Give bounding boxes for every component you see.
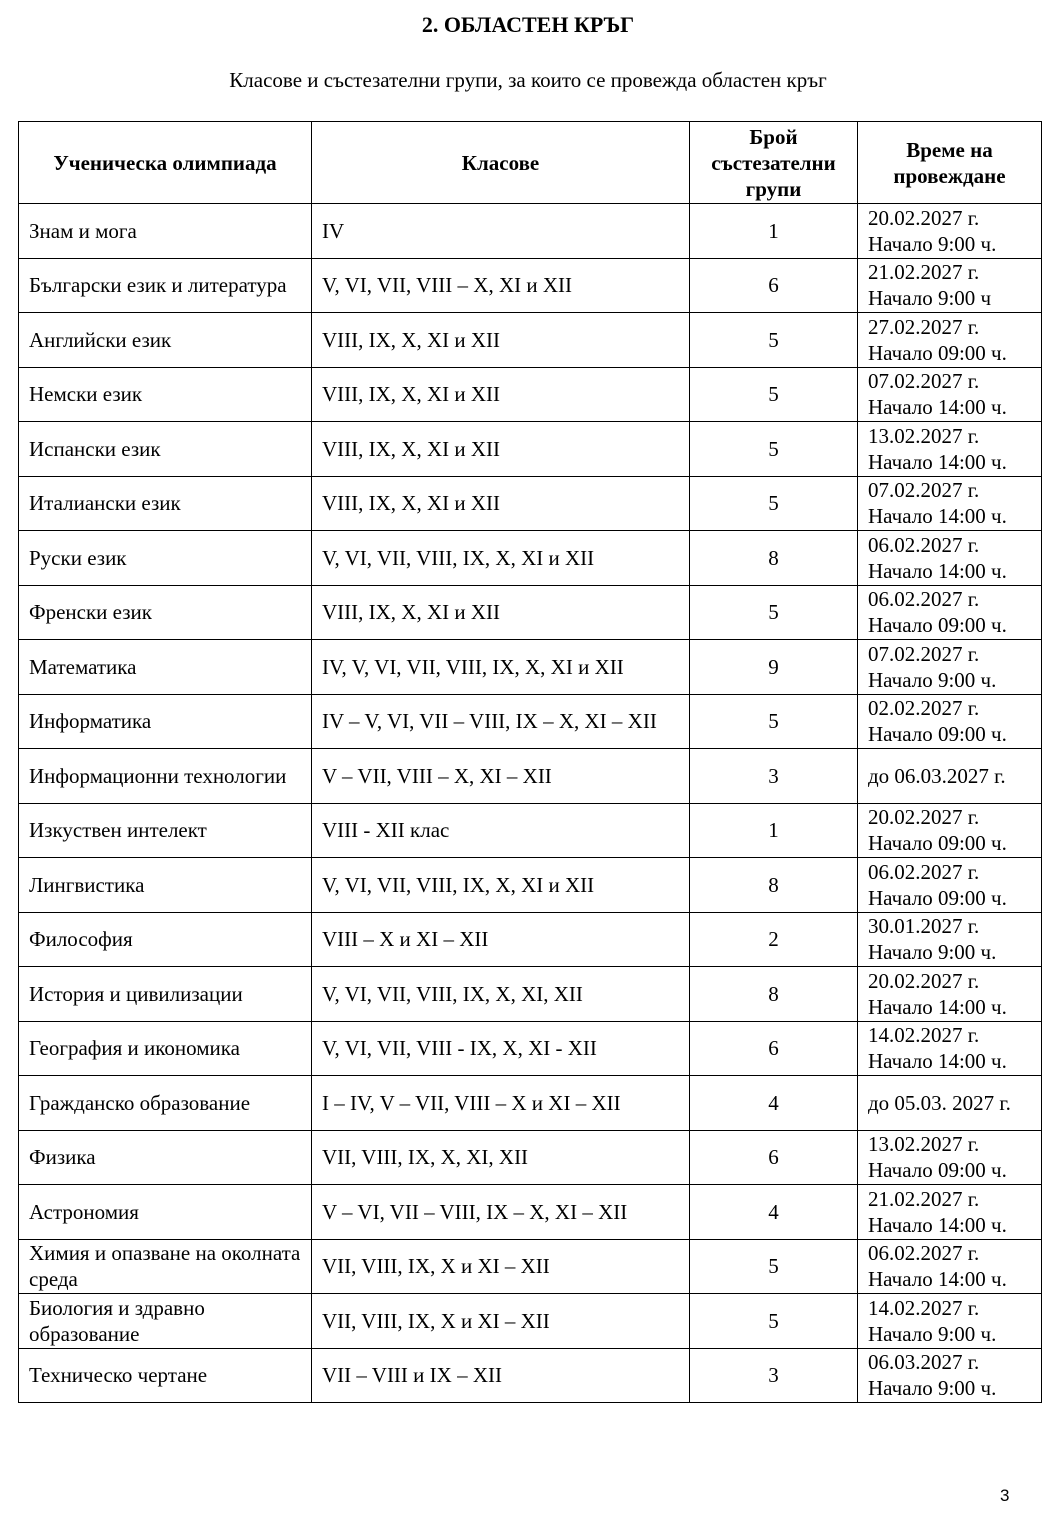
schedule-cell <box>858 204 1042 259</box>
schedule-date: 07.02.2027 г. <box>868 369 980 394</box>
schedule-date: 20.02.2027 г. <box>868 968 980 993</box>
olympiad-name-cell: Френски език <box>19 585 312 640</box>
schedule-date: 06.02.2027 г. <box>868 532 980 557</box>
schedule-start-time: Начало 14:00 ч. <box>868 994 1007 1019</box>
groups-count-cell: 8 <box>690 967 858 1022</box>
schedule-start-time: Начало 9:00 ч <box>868 286 992 311</box>
table-row <box>19 858 1042 913</box>
schedule-start-time: Начало 14:00 ч. <box>868 449 1007 474</box>
table-row <box>19 1294 1042 1349</box>
olympiad-name-cell: Математика <box>19 640 312 695</box>
schedule-start-time: Начало 9:00 ч. <box>868 940 997 965</box>
groups-count-cell: 2 <box>690 912 858 967</box>
schedule-cell <box>858 1076 1042 1131</box>
schedule-date: 07.02.2027 г. <box>868 641 980 666</box>
page-subtitle: Класове и състезателни групи, за които се провежда областен кръг <box>229 68 827 92</box>
classes-cell: V, VI, VII, VIII, IX, X, XI и XII <box>312 531 690 586</box>
schedule-date: 13.02.2027 г. <box>868 423 980 448</box>
groups-count-cell: 3 <box>690 749 858 804</box>
page-number: 3 <box>1000 1486 1010 1505</box>
olympiad-name-cell: Изкуствен интелект <box>19 803 312 858</box>
table-row <box>19 749 1042 804</box>
schedule-cell <box>858 640 1042 695</box>
classes-cell: IV <box>312 204 690 259</box>
schedule-start-time: Начало 09:00 ч. <box>868 722 1007 747</box>
table-row <box>19 204 1042 259</box>
olympiad-name-cell: История и цивилизации <box>19 967 312 1022</box>
schedule-cell <box>858 1239 1042 1294</box>
groups-count-cell: 6 <box>690 1021 858 1076</box>
olympiad-name-cell: Испански език <box>19 422 312 477</box>
olympiad-name-cell: Астрономия <box>19 1185 312 1240</box>
table-row <box>19 367 1042 422</box>
groups-count-cell: 5 <box>690 313 858 368</box>
classes-cell: V – VII, VIII – X, XI – XII <box>312 749 690 804</box>
olympiad-name-cell: География и икономика <box>19 1021 312 1076</box>
table-row <box>19 585 1042 640</box>
table-row <box>19 640 1042 695</box>
classes-cell: VIII, IX, X, XI и XII <box>312 422 690 477</box>
schedule-cell <box>858 313 1042 368</box>
groups-count-cell: 1 <box>690 803 858 858</box>
table-row <box>19 476 1042 531</box>
table-row <box>19 313 1042 368</box>
table-row <box>19 967 1042 1022</box>
classes-cell: VIII – X и XI – XII <box>312 912 690 967</box>
schedule-start-time: Начало 09:00 ч. <box>868 885 1007 910</box>
schedule-date: 06.02.2027 г. <box>868 587 980 612</box>
classes-cell: V, VI, VII, VIII – X, XI и XII <box>312 258 690 313</box>
schedule-date: 02.02.2027 г. <box>868 696 980 721</box>
schedule-date: до 05.03. 2027 г. <box>868 1090 1011 1115</box>
schedule-date: 06.03.2027 г. <box>868 1350 980 1375</box>
olympiad-name-cell: Философия <box>19 912 312 967</box>
table-row <box>19 422 1042 477</box>
table-row <box>19 1021 1042 1076</box>
olympiad-name-cell: Руски език <box>19 531 312 586</box>
table-row <box>19 1348 1042 1403</box>
schedule-cell <box>858 1348 1042 1403</box>
schedule-cell <box>858 803 1042 858</box>
classes-cell: VIII, IX, X, XI и XII <box>312 476 690 531</box>
schedule-cell <box>858 531 1042 586</box>
olympiad-name-cell: Информатика <box>19 694 312 749</box>
schedule-cell <box>858 1021 1042 1076</box>
classes-cell: V – VI, VII – VIII, IX – X, XI – XII <box>312 1185 690 1240</box>
schedule-cell <box>858 1294 1042 1349</box>
groups-count-cell: 1 <box>690 204 858 259</box>
classes-cell: V, VI, VII, VIII, IX, X, XI и XII <box>312 858 690 913</box>
classes-cell: VII – VIII и IX – XII <box>312 1348 690 1403</box>
schedule-cell <box>858 258 1042 313</box>
groups-count-cell: 5 <box>690 476 858 531</box>
header-groups: Брой състезателни групи <box>690 122 858 204</box>
schedule-start-time: Начало 09:00 ч. <box>868 1158 1007 1183</box>
schedule-cell <box>858 1130 1042 1185</box>
schedule-date: 30.01.2027 г. <box>868 914 980 939</box>
olympiad-name-cell: Физика <box>19 1130 312 1185</box>
groups-count-cell: 9 <box>690 640 858 695</box>
olympiad-name-cell: Лингвистика <box>19 858 312 913</box>
schedule-date: 21.02.2027 г. <box>868 260 980 285</box>
groups-count-cell: 8 <box>690 531 858 586</box>
schedule-date: 07.02.2027 г. <box>868 478 980 503</box>
schedule-start-time: Начало 09:00 ч. <box>868 613 1007 638</box>
table-row <box>19 1076 1042 1131</box>
olympiad-name-cell: Английски език <box>19 313 312 368</box>
header-time: Време на провеждане <box>858 122 1042 204</box>
table-row <box>19 803 1042 858</box>
groups-count-cell: 6 <box>690 258 858 313</box>
classes-cell: VIII, IX, X, XI и XII <box>312 585 690 640</box>
table-row <box>19 1130 1042 1185</box>
schedule-start-time: Начало 9:00 ч. <box>868 1321 997 1346</box>
olympiad-name-cell: Италиански език <box>19 476 312 531</box>
schedule-start-time: Начало 14:00 ч. <box>868 395 1007 420</box>
table-row <box>19 694 1042 749</box>
schedule-date: до 06.03.2027 г. <box>868 763 1006 788</box>
classes-cell: V, VI, VII, VIII - IX, X, XI - XII <box>312 1021 690 1076</box>
groups-count-cell: 5 <box>690 694 858 749</box>
schedule-date: 14.02.2027 г. <box>868 1295 980 1320</box>
groups-count-cell: 5 <box>690 367 858 422</box>
groups-count-cell: 4 <box>690 1185 858 1240</box>
schedule-start-time: Начало 09:00 ч. <box>868 831 1007 856</box>
olympiad-name-cell: Химия и опазване на околната среда <box>19 1239 312 1294</box>
schedule-date: 20.02.2027 г. <box>868 805 980 830</box>
table-row <box>19 258 1042 313</box>
schedule-cell <box>858 1185 1042 1240</box>
schedule-cell <box>858 422 1042 477</box>
olympiad-name-cell: Гражданско образование <box>19 1076 312 1131</box>
schedule-cell <box>858 912 1042 967</box>
groups-count-cell: 8 <box>690 858 858 913</box>
groups-count-cell: 5 <box>690 1294 858 1349</box>
schedule-date: 13.02.2027 г. <box>868 1132 980 1157</box>
schedule-start-time: Начало 9:00 ч. <box>868 667 997 692</box>
table-row <box>19 1239 1042 1294</box>
olympiad-name-cell: Български език и литература <box>19 258 312 313</box>
groups-count-cell: 5 <box>690 422 858 477</box>
schedule-date: 20.02.2027 г. <box>868 205 980 230</box>
header-classes: Класове <box>312 122 690 204</box>
classes-cell: V, VI, VII, VIII, IX, X, XI, XII <box>312 967 690 1022</box>
header-olympiad: Ученическа олимпиада <box>19 122 312 204</box>
classes-cell: VIII - XII клас <box>312 803 690 858</box>
olympiad-name-cell: Информационни технологии <box>19 749 312 804</box>
schedule-date: 14.02.2027 г. <box>868 1023 980 1048</box>
olympiad-name-cell: Биология и здравно образование <box>19 1294 312 1349</box>
groups-count-cell: 3 <box>690 1348 858 1403</box>
groups-count-cell: 5 <box>690 585 858 640</box>
table-row <box>19 531 1042 586</box>
schedule-date: 27.02.2027 г. <box>868 314 980 339</box>
schedule-start-time: Начало 9:00 ч. <box>868 231 997 256</box>
schedule-cell <box>858 694 1042 749</box>
classes-cell: IV – V, VI, VII – VIII, IX – X, XI – XII <box>312 694 690 749</box>
schedule-cell <box>858 585 1042 640</box>
schedule-cell <box>858 476 1042 531</box>
schedule-cell <box>858 749 1042 804</box>
classes-cell: VII, VIII, IX, X и XI – XII <box>312 1294 690 1349</box>
schedule-cell <box>858 967 1042 1022</box>
schedule-start-time: Начало 09:00 ч. <box>868 340 1007 365</box>
table-row <box>19 912 1042 967</box>
classes-cell: VIII, IX, X, XI и XII <box>312 313 690 368</box>
olympiad-name-cell: Знам и мога <box>19 204 312 259</box>
table-header-row <box>19 122 1042 204</box>
schedule-cell <box>858 367 1042 422</box>
olympiad-table <box>18 121 1042 1403</box>
schedule-start-time: Начало 9:00 ч. <box>868 1376 997 1401</box>
schedule-date: 06.02.2027 г. <box>868 859 980 884</box>
groups-count-cell: 4 <box>690 1076 858 1131</box>
schedule-start-time: Начало 14:00 ч. <box>868 558 1007 583</box>
page-title: 2. ОБЛАСТЕН КРЪГ <box>421 12 635 37</box>
schedule-start-time: Начало 14:00 ч. <box>868 504 1007 529</box>
schedule-start-time: Начало 14:00 ч. <box>868 1212 1007 1237</box>
table-row <box>19 1185 1042 1240</box>
classes-cell: VII, VIII, IX, X, XI, XII <box>312 1130 690 1185</box>
classes-cell: I – IV, V – VII, VIII – X и XI – XII <box>312 1076 690 1131</box>
groups-count-cell: 5 <box>690 1239 858 1294</box>
schedule-cell <box>858 858 1042 913</box>
classes-cell: VII, VIII, IX, X и XI – XII <box>312 1239 690 1294</box>
schedule-date: 21.02.2027 г. <box>868 1186 980 1211</box>
table-body <box>19 204 1042 1403</box>
schedule-start-time: Начало 14:00 ч. <box>868 1049 1007 1074</box>
olympiad-name-cell: Немски език <box>19 367 312 422</box>
groups-count-cell: 6 <box>690 1130 858 1185</box>
classes-cell: IV, V, VI, VII, VIII, IX, X, XI и XII <box>312 640 690 695</box>
olympiad-name-cell: Техническо чертане <box>19 1348 312 1403</box>
schedule-start-time: Начало 14:00 ч. <box>868 1267 1007 1292</box>
classes-cell: VIII, IX, X, XI и XII <box>312 367 690 422</box>
schedule-date: 06.02.2027 г. <box>868 1241 980 1266</box>
